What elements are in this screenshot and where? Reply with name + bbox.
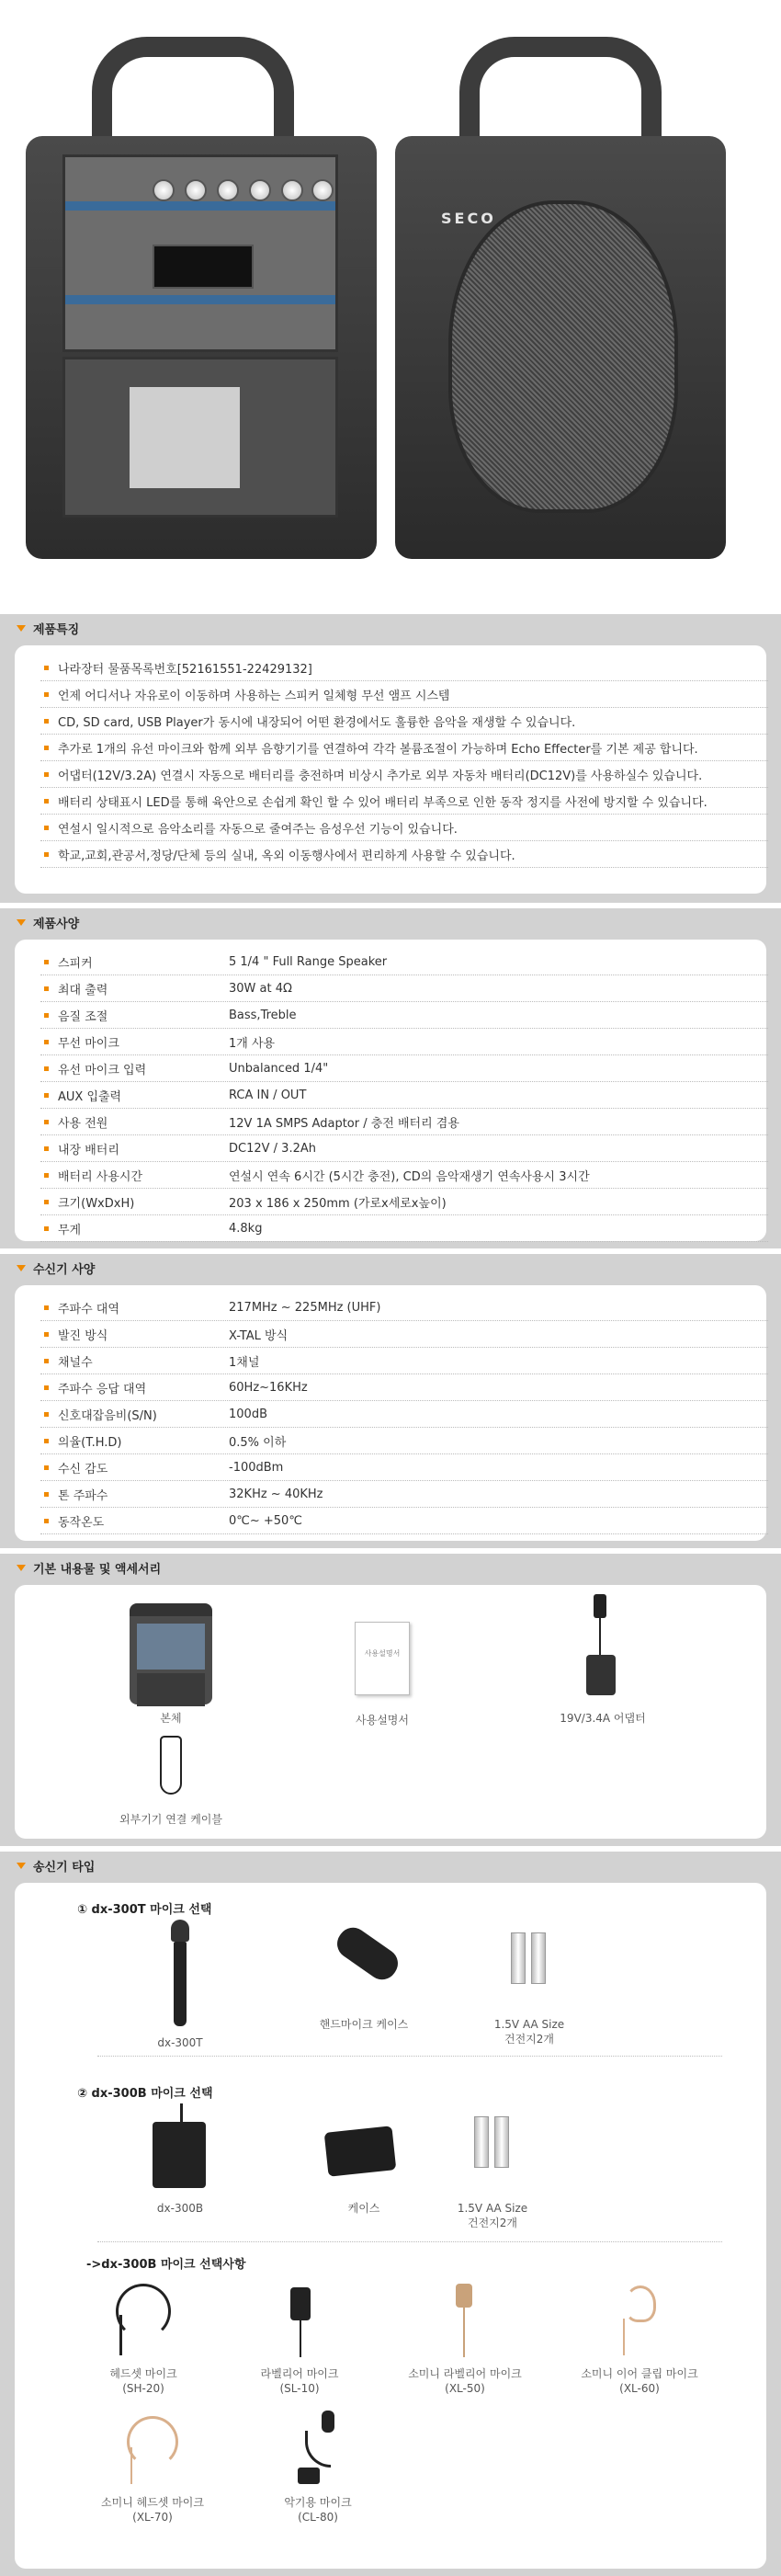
cable-icon xyxy=(143,1732,198,1806)
accessory-label: 사용설명서 xyxy=(356,1714,409,1727)
specs-table xyxy=(40,949,768,1242)
list-item: 추가로 1개의 유선 마이크와 함께 외부 음향기기를 연결하여 각각 볼륨조절이 가능하며 Echo Effecter를 기본 제공 합니다. xyxy=(40,735,768,761)
mic-case-icon xyxy=(318,1920,410,2012)
table-row: 주파수 대역 217MHz ~ 225MHz (UHF) xyxy=(40,1294,768,1321)
bullet-icon xyxy=(44,986,49,991)
table-row: 발진 방식 X-TAL 방식 xyxy=(40,1321,768,1348)
table-row: 수신 감도 -100dBm xyxy=(40,1454,768,1481)
table-row: 동작온도 0℃~ +50℃ xyxy=(40,1508,768,1534)
accessory-label: 19V/3.4A 어댑터 xyxy=(560,1712,646,1725)
bullet-icon xyxy=(44,1519,49,1523)
table-row: 최대 출력 30W at 4Ω xyxy=(40,975,768,1002)
receiver-table xyxy=(40,1294,768,1534)
receiver-header xyxy=(0,1254,781,1282)
bullet-icon xyxy=(44,719,49,724)
mic-option-item: 악기용 마이크 (CL-80) xyxy=(254,2407,382,2525)
table-row: 내장 배터리 DC12V / 3.2Ah xyxy=(40,1135,768,1162)
bullet-icon xyxy=(44,1439,49,1443)
player-display xyxy=(153,245,254,289)
accessory-adapter xyxy=(529,1594,676,1726)
manual-icon xyxy=(355,1622,410,1695)
list-item: 학교,교회,관공서,정당/단체 등의 실내, 옥외 이동행사에서 편리하게 사용할 수 있습니다. xyxy=(40,841,768,868)
bullet-icon xyxy=(44,1013,49,1018)
bullet-icon xyxy=(44,799,49,804)
transmitters-box xyxy=(15,1883,766,2569)
specs-section xyxy=(0,908,781,1248)
option3-title: ->dx-300B 마이크 선택사항 xyxy=(86,2258,246,2272)
table-row: 무선 마이크 1개 사용 xyxy=(40,1029,768,1055)
list-item: CD, SD card, USB Player가 동시에 내장되어 어떤 환경에서도 훌륭한 음악을 재생할 수 있습니다. xyxy=(40,708,768,735)
transmitters-title: 송신기 타입 xyxy=(33,1860,96,1875)
option1-title: ① dx-300T 마이크 선택 xyxy=(77,1903,212,1917)
ear-clip-mic-icon xyxy=(603,2278,676,2361)
specs-header xyxy=(0,908,781,936)
transmitter-item: 케이스 xyxy=(290,2103,437,2216)
bass-knob xyxy=(185,179,207,201)
bullet-icon xyxy=(44,1200,49,1204)
back-unit xyxy=(395,136,726,559)
table-row: 크기(WxDxH) 203 x 186 x 250mm (가로x세로x높이) xyxy=(40,1189,768,1215)
bullet-icon xyxy=(44,1173,49,1178)
option2-title: ② dx-300B 마이크 선택 xyxy=(77,2087,213,2101)
table-row: 유선 마이크 입력 Unbalanced 1/4" xyxy=(40,1055,768,1082)
divider xyxy=(97,2241,722,2242)
master-knob xyxy=(281,179,303,201)
mic-option-item: 라벨리어 마이크 (SL-10) xyxy=(235,2278,364,2396)
bullet-icon xyxy=(44,1120,49,1124)
table-row: 무게 4.8kg xyxy=(40,1215,768,1242)
transmitter-item: 핸드마이크 케이스 xyxy=(290,1920,437,2032)
lavalier-mic-icon xyxy=(263,2278,336,2361)
table-row: 사용 전원 12V 1A SMPS Adaptor / 충전 배터리 겸용 xyxy=(40,1109,768,1135)
features-title: 제품특징 xyxy=(33,622,80,637)
bullet-icon xyxy=(44,1093,49,1098)
mini-headset-mic-icon xyxy=(116,2407,189,2490)
battery-icon xyxy=(465,2103,520,2195)
battery-compartment xyxy=(62,357,338,518)
bullet-icon xyxy=(44,1305,49,1310)
transmitter-item: dx-300T xyxy=(107,1920,254,2050)
bullet-icon xyxy=(44,1226,49,1231)
table-row: 주파수 응답 대역 60Hz~16KHz xyxy=(40,1374,768,1401)
triangle-icon xyxy=(17,1265,26,1271)
bullet-icon xyxy=(44,692,49,697)
table-row: 채널수 1채널 xyxy=(40,1348,768,1374)
bodypack-transmitter-icon xyxy=(143,2103,217,2195)
bullet-icon xyxy=(44,1385,49,1390)
echo-knob xyxy=(311,179,334,201)
aux-knob xyxy=(249,179,271,201)
spec-sticker xyxy=(130,387,240,488)
triangle-icon xyxy=(17,919,26,926)
transmitter-item: 1.5V AA Size 건전지2개 xyxy=(456,1920,603,2046)
bullet-icon xyxy=(44,1332,49,1337)
features-section xyxy=(0,614,781,903)
speaker-grille xyxy=(448,200,678,513)
triangle-icon xyxy=(17,1565,26,1571)
features-box xyxy=(15,645,766,894)
transmitters-header xyxy=(0,1852,781,1879)
mic-option-item: 소미니 이어 클립 마이크 (XL-60) xyxy=(557,2278,722,2396)
bullet-icon xyxy=(44,1146,49,1151)
headset-mic-icon xyxy=(107,2278,180,2361)
accessories-header xyxy=(0,1554,781,1581)
battery-icon xyxy=(502,1920,557,2012)
mic-option-item: 헤드셋 마이크 (SH-20) xyxy=(79,2278,208,2396)
volume-knob xyxy=(153,179,175,201)
bullet-icon xyxy=(44,772,49,777)
specs-box xyxy=(15,940,766,1241)
table-row: AUX 입출력 RCA IN / OUT xyxy=(40,1082,768,1109)
triangle-icon xyxy=(17,625,26,632)
accessories-title: 기본 내용물 및 액세서리 xyxy=(33,1562,162,1577)
bullet-icon xyxy=(44,1412,49,1417)
pouch-case-icon xyxy=(313,2103,414,2195)
bullet-icon xyxy=(44,1040,49,1044)
table-row: 스피커 5 1/4 " Full Range Speaker xyxy=(40,949,768,975)
table-row: 의율(T.H.D) 0.5% 이하 xyxy=(40,1428,768,1454)
front-unit xyxy=(26,136,377,559)
bullet-icon xyxy=(44,666,49,670)
triangle-icon xyxy=(17,1863,26,1869)
bullet-icon xyxy=(44,1492,49,1497)
transmitter-item: dx-300B xyxy=(107,2103,254,2216)
transmitter-item: 1.5V AA Size 건전지2개 xyxy=(419,2103,566,2230)
transmitters-section xyxy=(0,1852,781,2576)
accessories-section xyxy=(0,1554,781,1846)
bullet-icon xyxy=(44,746,49,750)
features-list xyxy=(40,655,768,868)
amplifier-icon xyxy=(130,1603,212,1704)
product-photo xyxy=(0,0,781,588)
table-row: 음질 조절 Bass,Treble xyxy=(40,1002,768,1029)
bullet-icon xyxy=(44,1359,49,1363)
accessory-manual xyxy=(318,1622,447,1727)
receiver-section xyxy=(0,1254,781,1548)
list-item: 어댑터(12V/3.2A) 연결시 자동으로 배터리를 충전하며 비상시 추가로 외부 자동차 배터리(DC12V)를 사용하실수 있습니다. xyxy=(40,761,768,788)
accessories-box xyxy=(15,1585,766,1839)
mic-option-item: 소미니 라벨리어 마이크 (XL-50) xyxy=(391,2278,538,2396)
accessory-label: 외부기기 연결 케이블 xyxy=(119,1813,222,1826)
manual-text: 사용설명서 xyxy=(364,1649,401,1658)
list-item: 배터리 상태표시 LED를 통해 육안으로 손쉽게 확인 할 수 있어 배터리 부족으로 인한 동작 정지를 사전에 방지할 수 있습니다. xyxy=(40,788,768,815)
control-panel xyxy=(62,154,338,352)
bullet-icon xyxy=(44,1465,49,1470)
accessory-label: 본체 xyxy=(160,1712,182,1725)
divider xyxy=(97,2056,722,2057)
table-row: 신호대잡음비(S/N) 100dB xyxy=(40,1401,768,1428)
treble-knob xyxy=(217,179,239,201)
features-header xyxy=(0,614,781,642)
list-item: 연설시 일시적으로 음악소리를 자동으로 줄여주는 음성우선 기능이 있습니다. xyxy=(40,815,768,841)
bullet-icon xyxy=(44,826,49,830)
adapter-icon xyxy=(566,1594,640,1704)
handheld-mic-icon xyxy=(162,1920,198,2030)
accessory-main-unit xyxy=(107,1603,235,1726)
list-item: 나라장터 물품목록번호[52161551-22429132] xyxy=(40,655,768,681)
table-row: 톤 주파수 32KHz ~ 40KHz xyxy=(40,1481,768,1508)
bullet-icon xyxy=(44,960,49,964)
bullet-icon xyxy=(44,1066,49,1071)
bullet-icon xyxy=(44,852,49,857)
instrument-mic-icon xyxy=(281,2407,355,2490)
accessory-cable xyxy=(97,1732,244,1827)
table-row: 배터리 사용시간 연설시 연속 6시간 (5시간 충전), CD의 음악재생기 연속사용시 3시간 xyxy=(40,1162,768,1189)
specs-title: 제품사양 xyxy=(33,917,80,931)
receiver-title: 수신기 사양 xyxy=(33,1262,96,1277)
list-item: 언제 어디서나 자유로이 이동하며 사용하는 스피커 일체형 무선 앰프 시스템 xyxy=(40,681,768,708)
mic-option-item: 소미니 헤드셋 마이크 (XL-70) xyxy=(79,2407,226,2525)
receiver-box xyxy=(15,1285,766,1541)
brand-logo: SECO xyxy=(441,210,496,227)
mini-lavalier-mic-icon xyxy=(428,2278,502,2361)
